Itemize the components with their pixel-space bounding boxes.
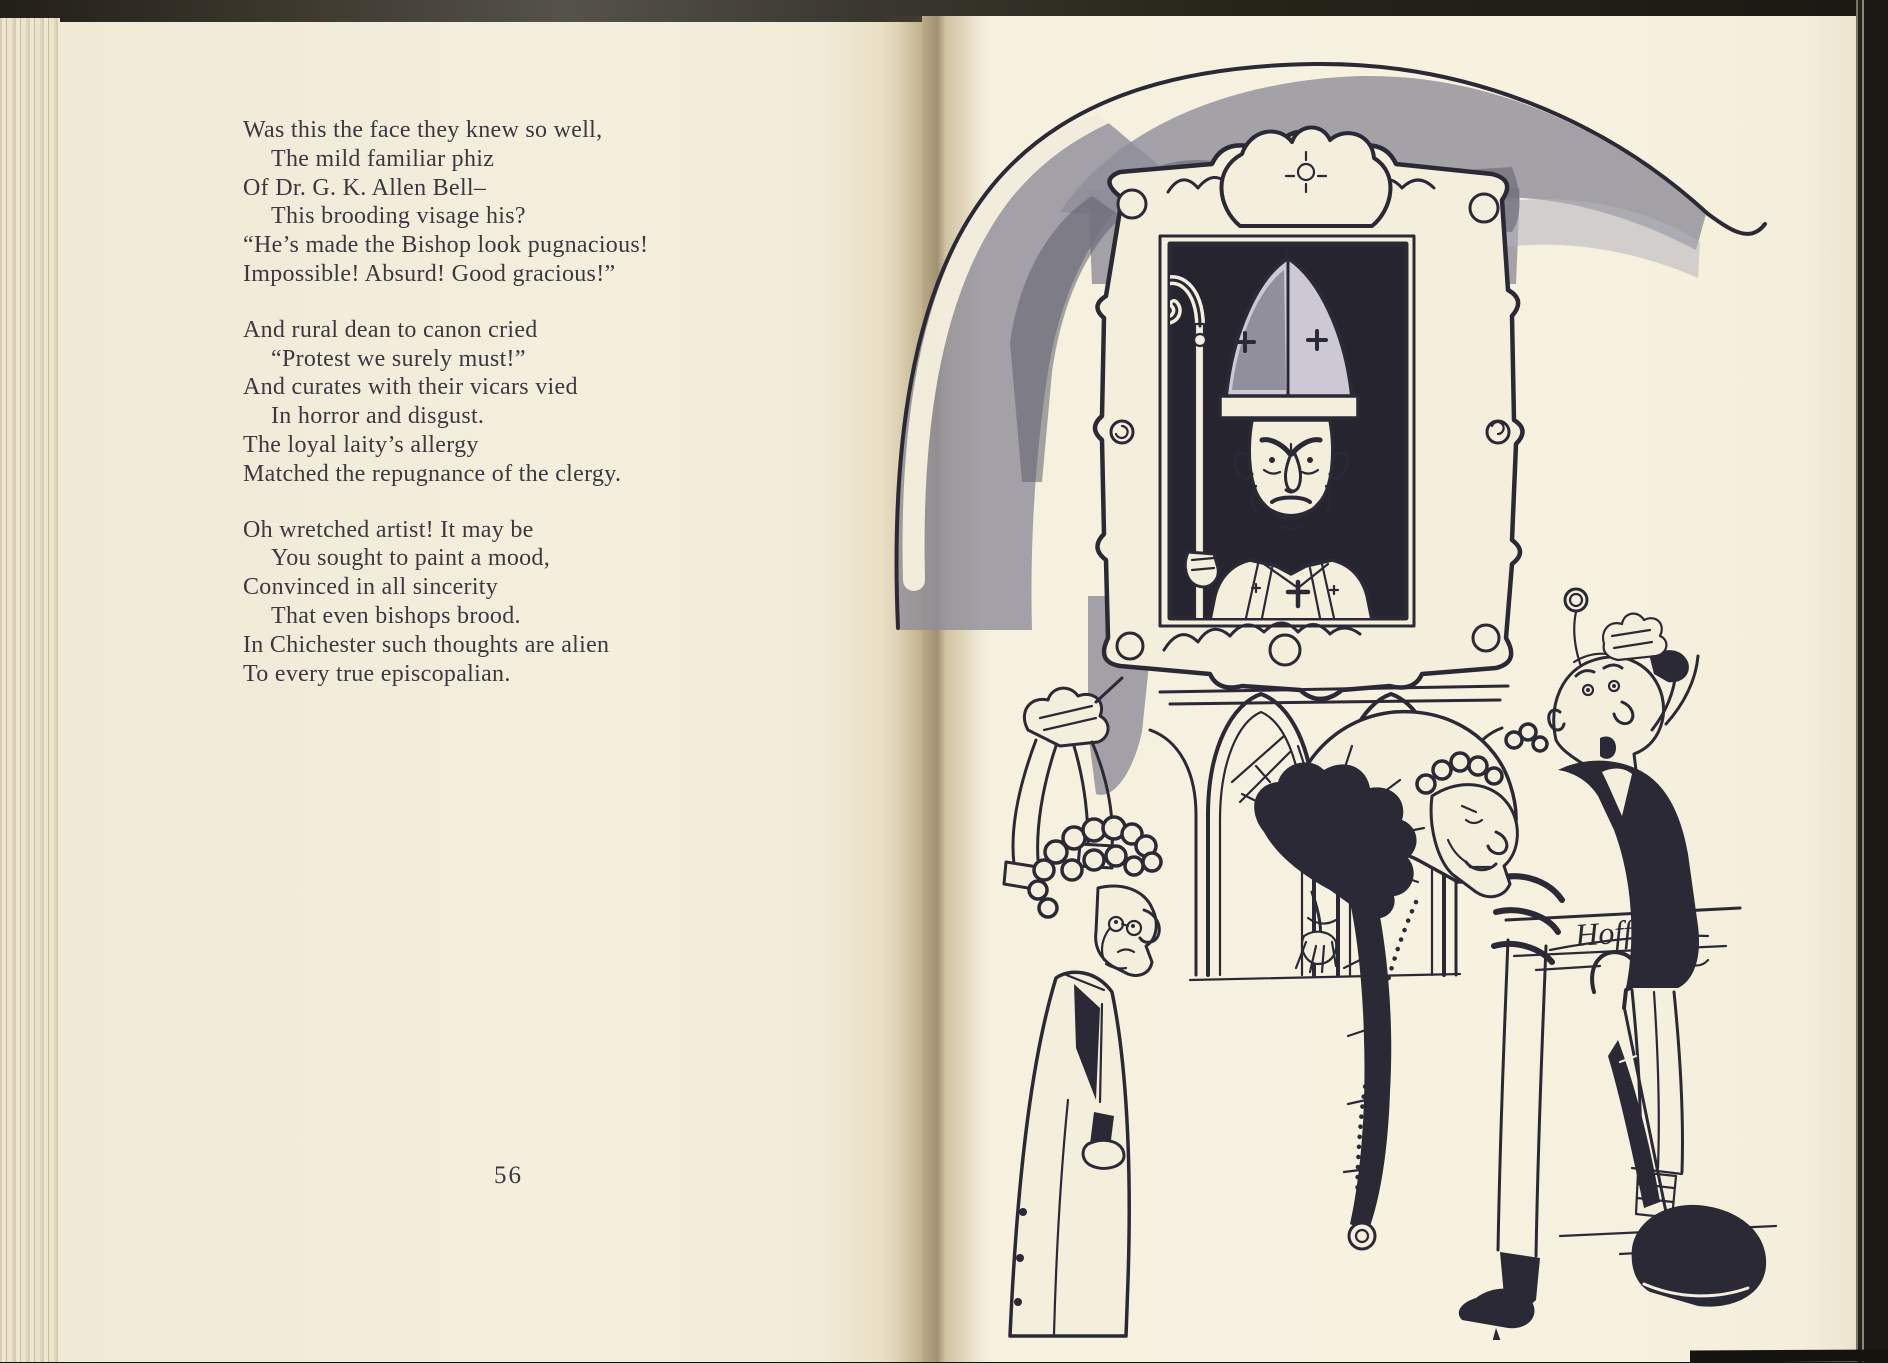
poem-line: Convinced in all sincerity: [243, 574, 499, 601]
fainting-lady: [1242, 712, 1562, 1340]
poem-line: That even bishops brood.: [271, 602, 521, 629]
poem-line: “He’s made the Bishop look pugnacious!: [243, 232, 649, 259]
signature-text: Hoffnung: [1573, 908, 1698, 953]
poem-line: The loyal laity’s allergy: [243, 431, 479, 458]
poem-stanza: [243, 516, 648, 689]
poem: [243, 116, 648, 715]
page-stack-right-edge: [1856, 0, 1888, 1362]
poem-line: The mild familiar phiz: [271, 145, 495, 172]
horrified-cleric: [1004, 678, 1161, 1336]
page-number: 56: [494, 1162, 523, 1189]
poem-line: Of Dr. G. K. Allen Bell–: [243, 174, 487, 201]
poem-line: Was this the face they knew so well,: [243, 117, 603, 143]
poem-line: And rural dean to canon cried: [243, 316, 538, 343]
poem-line: To every true episcopalian.: [243, 660, 511, 687]
poem-line: This brooding visage his?: [271, 203, 526, 230]
poem-stanza: [243, 316, 648, 489]
poem-line: And curates with their vicars vied: [243, 374, 578, 401]
poem-line: Impossible! Absurd! Good gracious!”: [243, 260, 616, 287]
poem-line: You sought to paint a mood,: [271, 545, 551, 572]
poem-stanza: [243, 116, 648, 289]
poem-line: In Chichester such thoughts are alien: [243, 631, 610, 658]
poem-line: Oh wretched artist! It may be: [243, 516, 534, 543]
bishop-cartoon-illustration: [860, 40, 1810, 1340]
page-stack-edges: [0, 18, 60, 1362]
book-cover-bottom: [1690, 1349, 1888, 1362]
poem-line: “Protest we surely must!”: [271, 345, 526, 372]
poem-line: In horror and disgust.: [271, 403, 485, 430]
poem-line: Matched the repugnance of the clergy.: [243, 460, 622, 487]
